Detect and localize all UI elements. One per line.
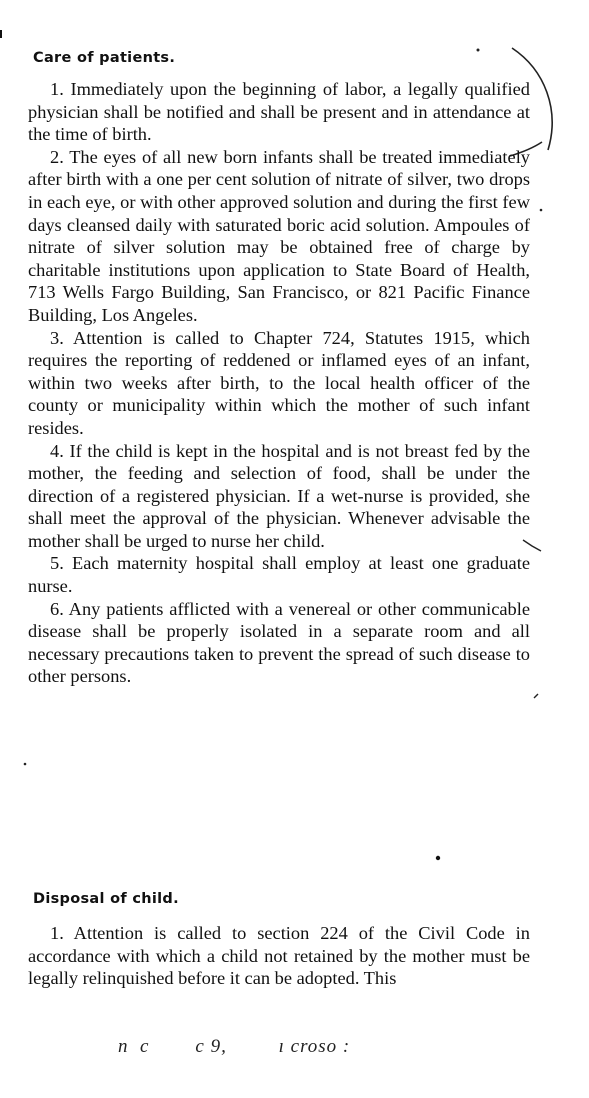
paragraph-3: 3. Attention is called to Chapter 724, Statutes 1915, which requires the reporting of reddened or inflamed eyes of an infant, within two weeks after birth, to the local health officer of the county or municipality within which the mother of such infant resides.	[28, 327, 530, 438]
paragraph-1: 1. Attention is called to section 224 of the Civil Code in accordance with which a child not retained by the mother must be legally relinquished before it can be adopted. This	[28, 923, 530, 989]
paragraph-1: 1. Immediately upon the beginning of labor, a legally qualified physician shall be notified and shall be present and in attendance at the time of birth.	[28, 79, 530, 145]
margin-tick-mark	[534, 694, 538, 698]
margin-dot-mark	[540, 209, 543, 212]
page-footer-fragment: n c c 9, ı croso :	[118, 1036, 351, 1057]
section-heading-disposal-of-child: Disposal of child.	[33, 891, 179, 907]
margin-dot-mark	[436, 856, 440, 860]
paragraph-2: 2. The eyes of all new born infants shall be treated immediately after birth with a one per cent solution of nitrate of silver, two drops in each eye, or with other approved solution and during the first few days cleansed daily with saturated boric acid solution. Ampoules of nitrate of silver solution may be obtained free of charge by charitable institutions upon application to State Board of Health, 713 Wells Fargo Building, San Francisco, or 821 Pacific Finance Building, Los Angeles.	[28, 146, 530, 325]
scan-edge-mark	[0, 30, 2, 38]
paragraph-4: 4. If the child is kept in the hospital and is not breast fed by the mother, the feeding and selection of food, shall be under the direction of a registered physician. If a wet-nurse is provided, she shall meet the approval of the physician. Whenever advisable the mother shall be urged to nurse her child.	[28, 440, 530, 551]
section-body-disposal-of-child	[28, 922, 530, 990]
section-heading-care-of-patients: Care of patients.	[33, 50, 176, 66]
margin-dot-mark	[477, 49, 480, 52]
paragraph-6: 6. Any patients afflicted with a venereal or other communicable disease shall be properly isolated in a separate room and all necessary precautions taken to prevent the spread of such disease to other persons.	[28, 598, 530, 687]
margin-dot-mark	[24, 763, 27, 766]
section-body-care-of-patients	[28, 78, 530, 688]
paragraph-5: 5. Each maternity hospital shall employ at least one graduate nurse.	[28, 553, 530, 597]
